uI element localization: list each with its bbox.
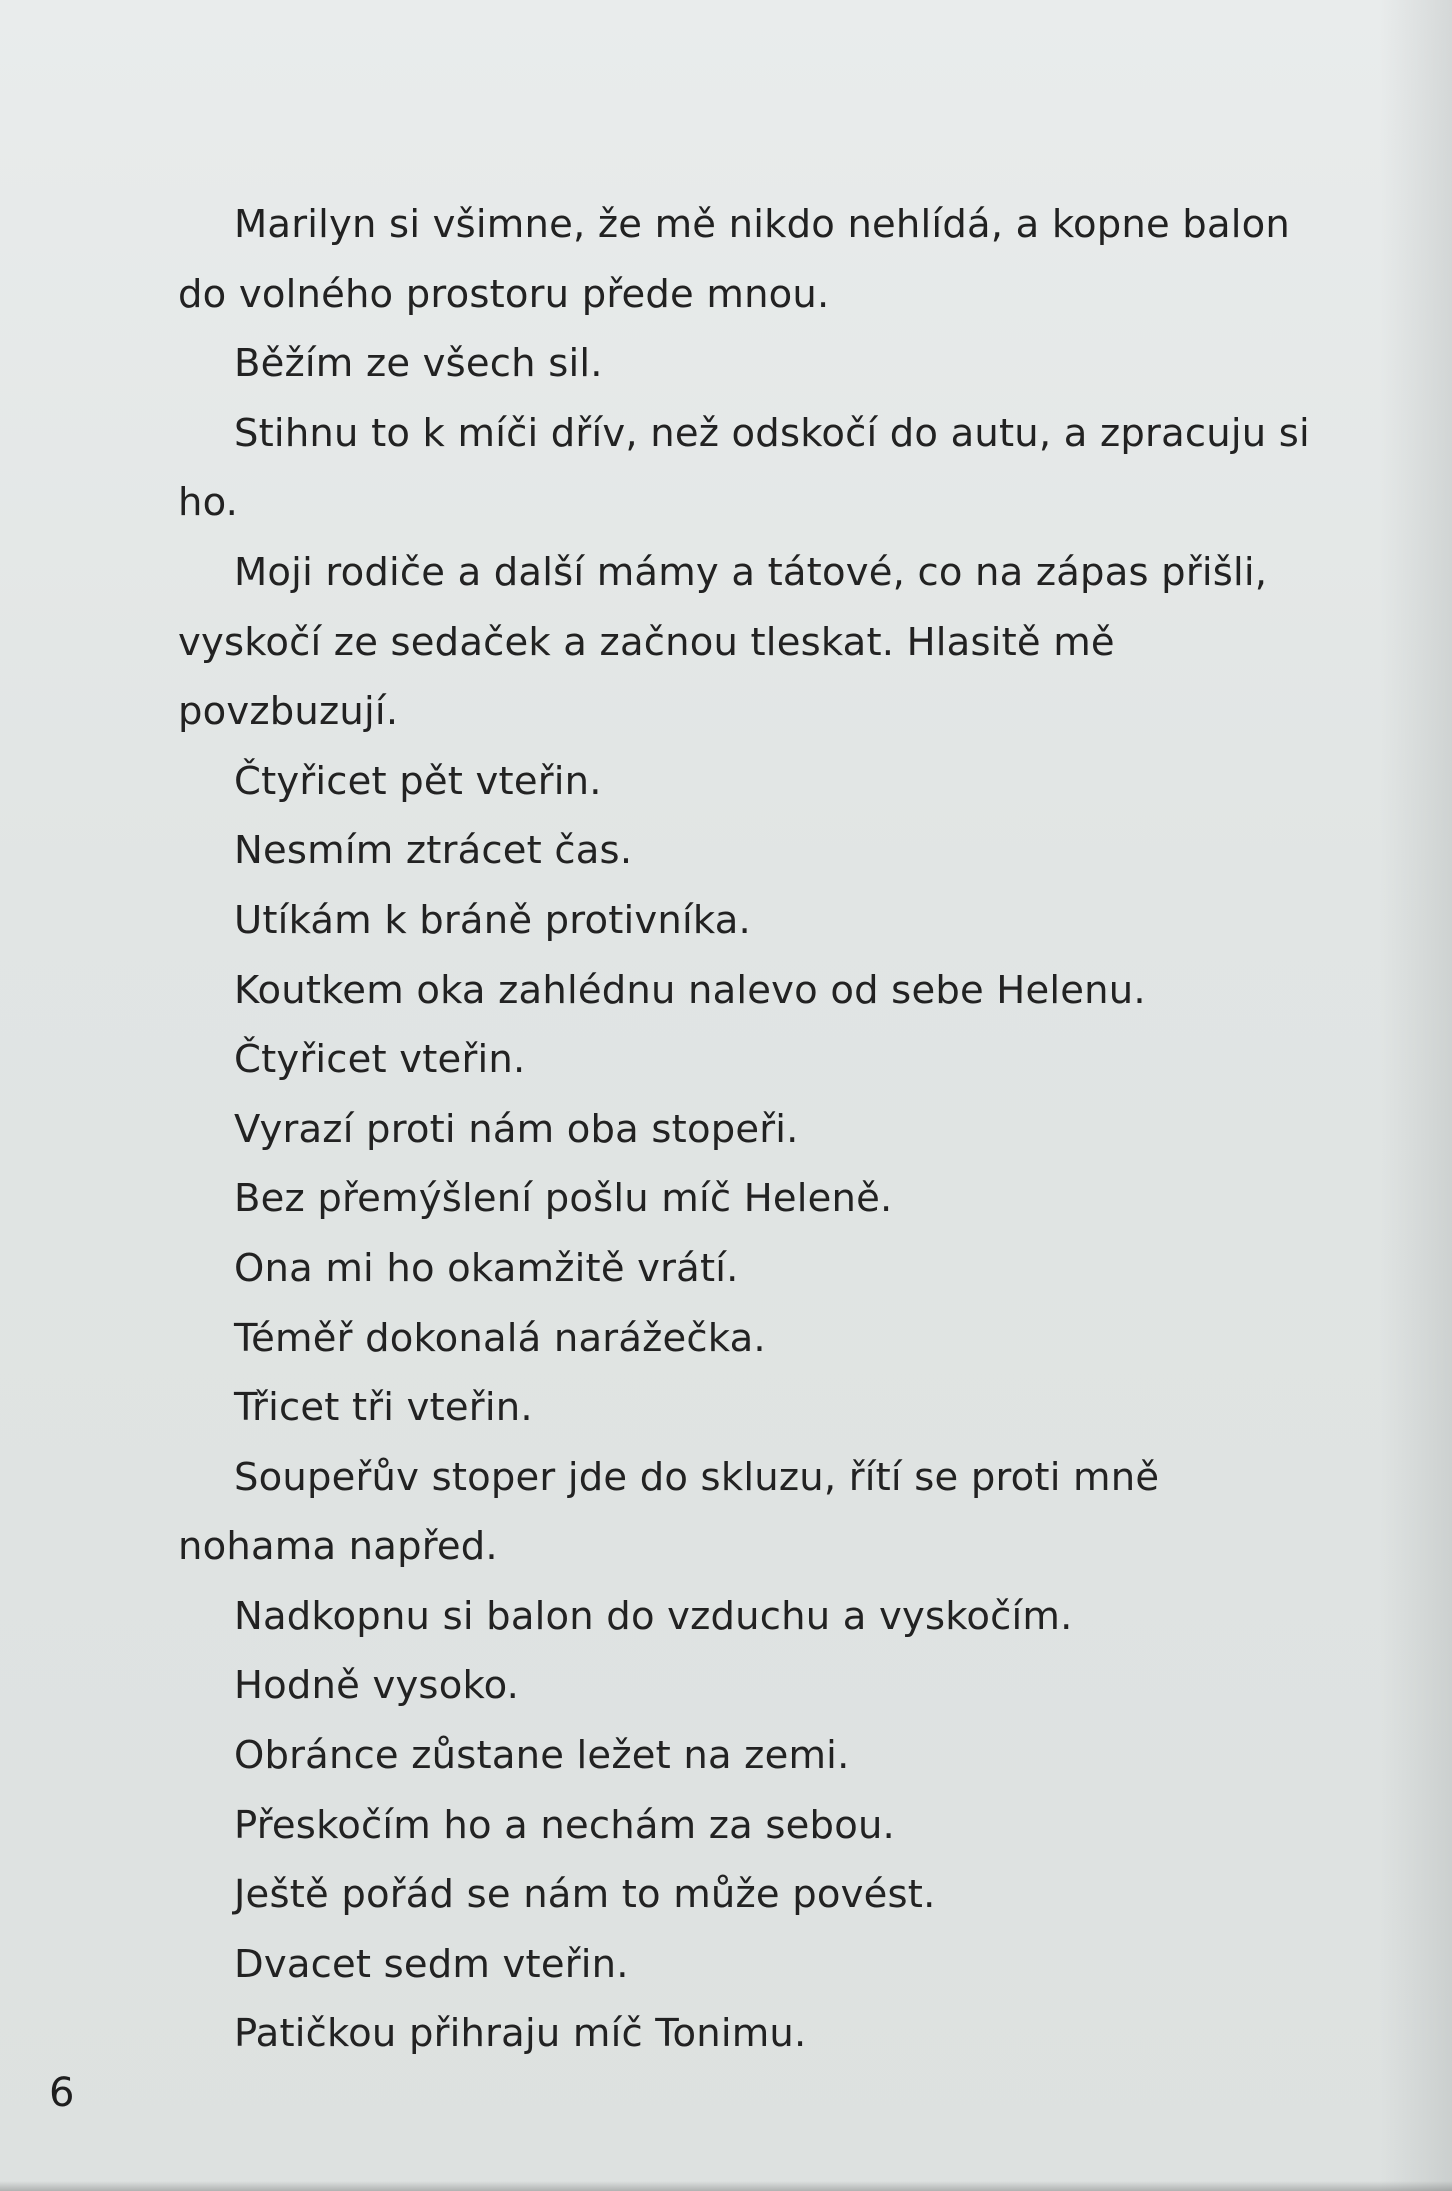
paragraph: Dvacet sedm vteřin. (234, 1941, 629, 1987)
paragraph: Čtyřicet vteřin. (234, 1037, 526, 1083)
paragraph: Bez přemýšlení pošlu míč Heleně. (234, 1176, 893, 1222)
paragraph: Obránce zůstane ležet na zemi. (234, 1733, 850, 1779)
page-edge-shadow (0, 2181, 1452, 2191)
paragraph: Ještě pořád se nám to může povést. (234, 1872, 936, 1918)
paragraph: Přeskočím ho a nechám za sebou. (234, 1802, 895, 1848)
page-number: 6 (49, 2070, 75, 2116)
paragraph: Marilyn si všimne, že mě nikdo nehlídá, a kopne balon do volného prostoru přede mnou. (178, 202, 1290, 317)
paragraph: Běžím ze všech sil. (234, 341, 603, 387)
paragraph: Hodně vysoko. (234, 1663, 520, 1709)
paragraph: Téměř dokonalá narážečka. (234, 1315, 766, 1361)
body-text (178, 190, 1323, 2069)
paragraph: Ona mi ho okamžitě vrátí. (234, 1245, 739, 1291)
paragraph: Čtyřicet pět vteřin. (234, 758, 602, 804)
paragraph: Utíkám k bráně protivníka. (234, 897, 751, 943)
paragraph: Soupeřův stoper jde do skluzu, řítí se proti mně nohama napřed. (178, 1454, 1160, 1570)
paragraph: Stihnu to k míči dřív, než odskočí do autu, a zpracuju si ho. (178, 410, 1310, 526)
paragraph: Vyrazí proti nám oba stopeři. (234, 1106, 799, 1152)
paragraph: Nesmím ztrácet čas. (234, 828, 633, 874)
paragraph: Patičkou přihraju míč Tonimu. (234, 2011, 807, 2057)
paragraph: Nadkopnu si balon do vzduchu a vyskočím. (234, 1593, 1073, 1639)
paragraph: Moji rodiče a další mámy a tátové, co na zápas přišli, vyskočí ze sedaček a začnou tleskat. Hlasitě mě povzbuzují. (178, 549, 1268, 735)
paragraph: Koutkem oka zahlédnu nalevo od sebe Helenu. (234, 967, 1146, 1013)
paragraph: Třicet tři vteřin. (234, 1385, 533, 1431)
